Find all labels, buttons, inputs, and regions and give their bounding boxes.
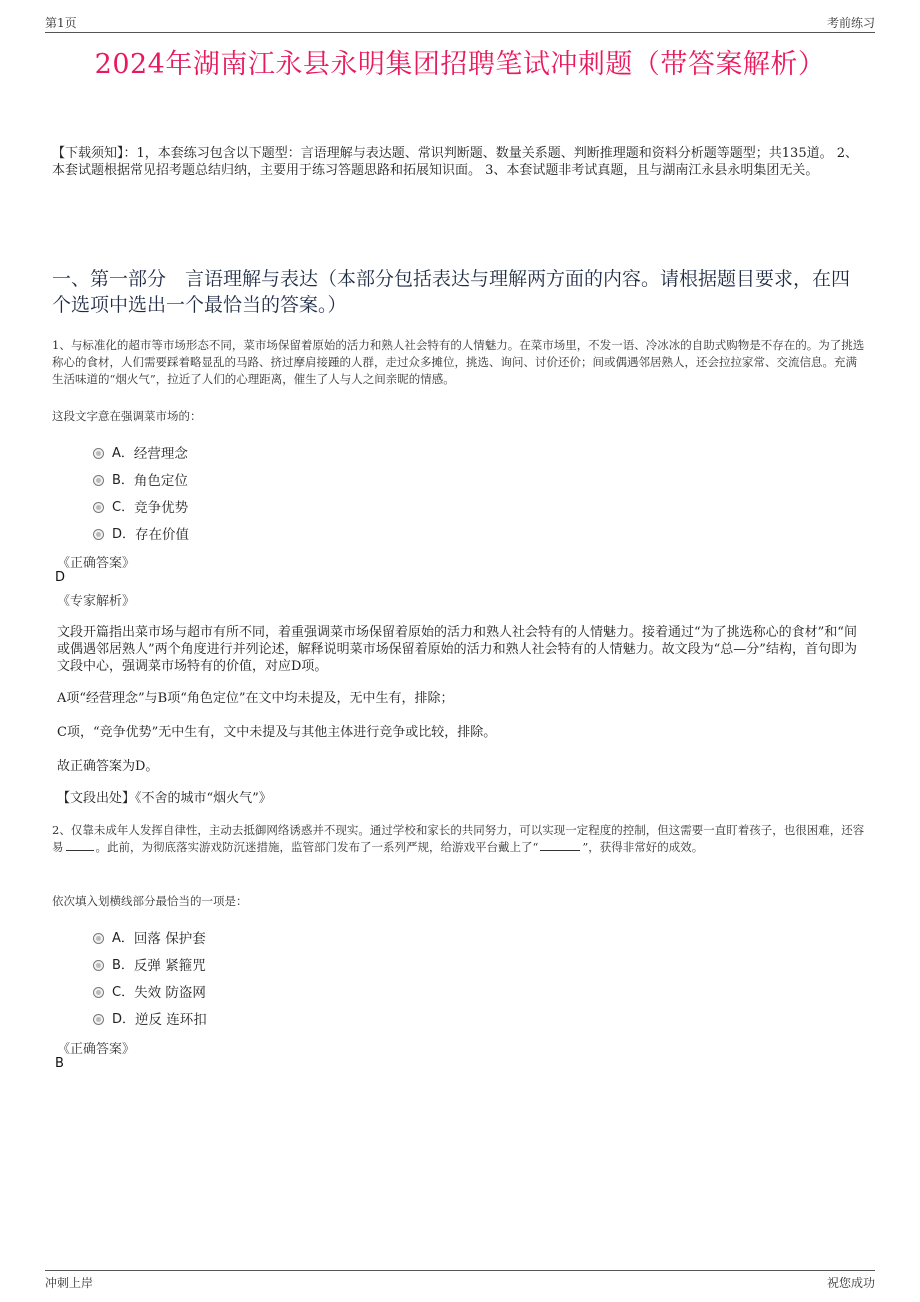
option-a[interactable]: A． 经营理念: [93, 438, 189, 465]
answer-value: D: [55, 570, 66, 585]
page-footer: [45, 1270, 875, 1293]
radio-icon[interactable]: [93, 475, 104, 486]
answer-label: 《正确答案》: [57, 556, 136, 571]
section-heading: 一、第一部分 言语理解与表达（本部分包括表达与理解两方面的内容。请根据题目要求，在四个选项中选出一个最恰当的答案。）: [52, 268, 851, 316]
radio-icon[interactable]: [93, 529, 104, 540]
option-c[interactable]: C． 失效 防盗网: [93, 977, 207, 1004]
answer-value: B: [55, 1056, 64, 1071]
header-right-label: 考前练习: [826, 16, 875, 30]
question-1-text: 1、与标准化的超市等市场形态不同，菜市场保留着原始的活力和熟人社会特有的人情魅力。在菜市场里，不发一语、冷冰冰的自助式购物是不存在的。为了挑选称心的食材，人们需要踩着略显乱的马路、挤过摩肩接踵的人群，走过众多摊位，挑选、询问、讨价还价；间或偶遇邻居熟人，还会拉拉家常、交流信息。充满生活味道的“烟火气”，拉近了人们的心理距离，催生了人与人之间亲昵的情感。: [52, 338, 865, 386]
option-d[interactable]: D． 存在价值: [93, 519, 189, 546]
analysis-paragraph: 故正确答案为D。: [57, 759, 159, 774]
question-1-prompt: 这段文字意在强调菜市场的：: [52, 409, 202, 423]
source-citation: 【文段出处】《不舍的城市“烟火气”》: [57, 791, 272, 806]
radio-icon[interactable]: [93, 960, 104, 971]
question-2-text: 2、仅靠未成年人发挥自律性，主动去抵御网络诱惑并不现实。通过学校和家长的共同努力，可以实现一定程度的控制，但这需要一直盯着孩子，也很困难，还容易 。此前，为彻底落实游戏防沉迷措施，监管部门发布了一系列严规，给游戏平台戴上了“ ”，获得非常好的成效。: [52, 823, 865, 854]
radio-icon[interactable]: [93, 933, 104, 944]
page-header: [45, 12, 875, 33]
option-b[interactable]: B． 角色定位: [93, 465, 189, 492]
analysis-label: 《专家解析》: [57, 594, 136, 609]
download-notice: 【下载须知】：1，本套练习包含以下题型：言语理解与表达题、常识判断题、数量关系题、判断推理题和资料分析题等题型；共135道。 2、本套试题根据常见招考题总结归纳，主要用于练习答题思路和拓展知识面。 3、本套试题非考试真题，且与湖南江永县永明集团无关。: [52, 146, 858, 178]
document-title: 2024年湖南江永县永明集团招聘笔试冲刺题（带答案解析）: [94, 49, 826, 80]
answer-label: 《正确答案》: [57, 1042, 136, 1057]
fill-blank: [540, 850, 580, 851]
option-a[interactable]: A． 回落 保护套: [93, 923, 207, 950]
question-2-prompt: 依次填入划横线部分最恰当的一项是：: [52, 894, 248, 908]
fill-blank: [66, 850, 94, 851]
radio-icon[interactable]: [93, 1014, 104, 1025]
analysis-paragraph: A项“经营理念”与B项“角色定位”在文中均未提及，无中生有，排除；: [57, 691, 454, 706]
radio-icon[interactable]: [93, 502, 104, 513]
footer-right-label: 祝您成功: [826, 1276, 875, 1290]
option-d[interactable]: D． 逆反 连环扣: [93, 1004, 207, 1031]
option-b[interactable]: B． 反弹 紧箍咒: [93, 950, 207, 977]
radio-icon[interactable]: [93, 987, 104, 998]
analysis-paragraph: 文段开篇指出菜市场与超市有所不同，着重强调菜市场保留着原始的活力和熟人社会特有的人情魅力。接着通过“为了挑选称心的食材”和“间或偶遇邻居熟人”两个角度进行并列论述，解释说明菜市场保留着原始的活力和熟人社会特有的人情魅力。故文段为“总—分”结构，首句即为文段中心，强调菜市场特有的价值，对应D项。: [57, 625, 857, 674]
page-number: 第1页: [45, 16, 77, 30]
analysis-paragraph: C项，“竞争优势”无中生有，文中未提及与其他主体进行竞争或比较，排除。: [57, 725, 497, 740]
question-1-options: [93, 438, 189, 546]
question-2-options: [93, 923, 207, 1031]
radio-icon[interactable]: [93, 448, 104, 459]
option-c[interactable]: C． 竞争优势: [93, 492, 189, 519]
footer-left-label: 冲刺上岸: [45, 1276, 94, 1290]
